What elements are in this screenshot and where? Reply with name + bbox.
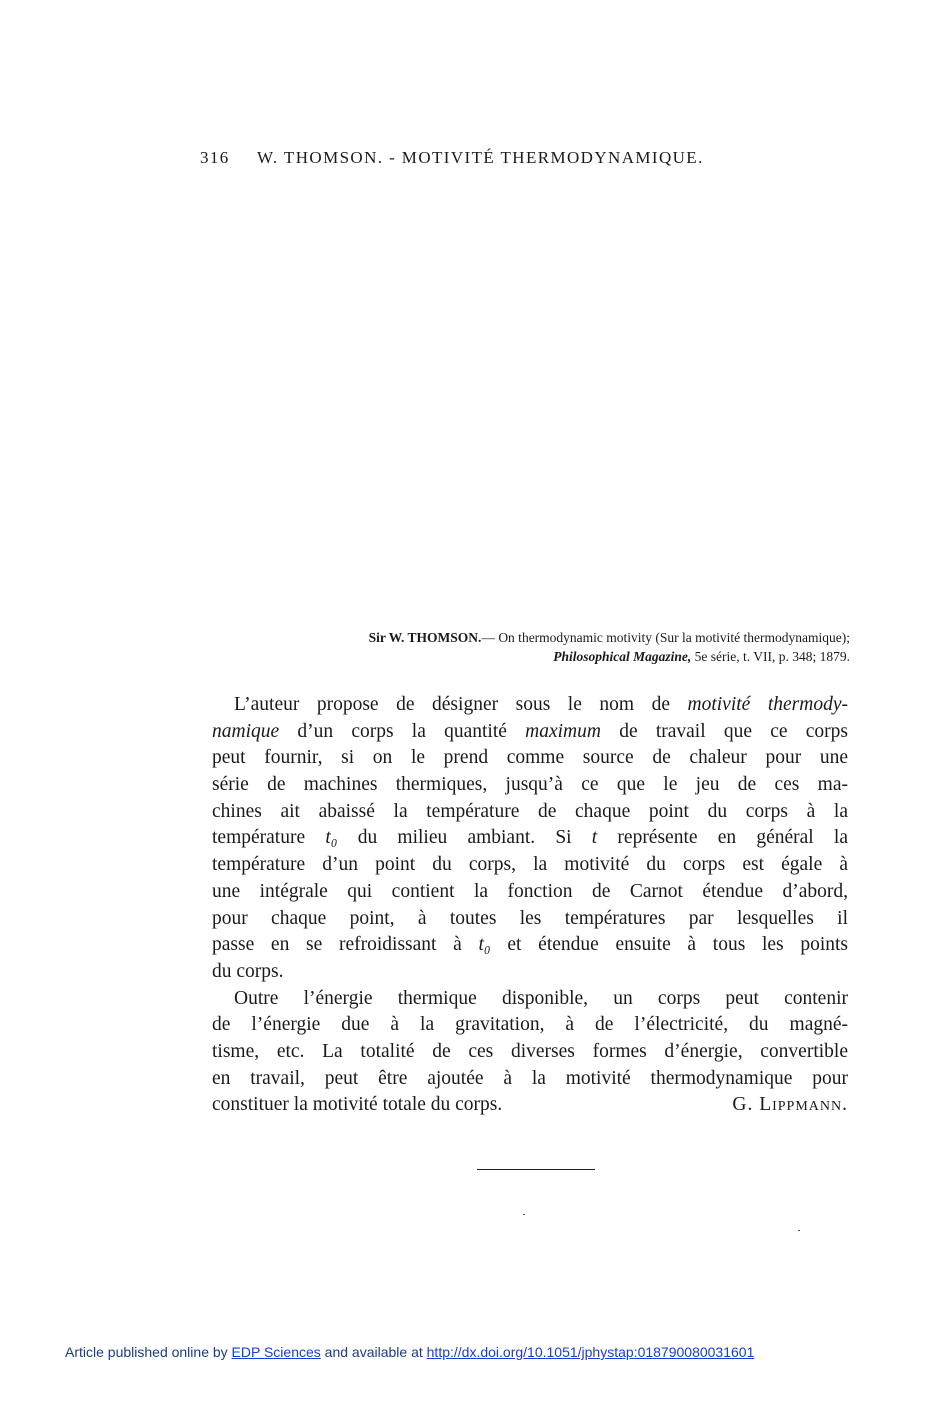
page-number: 316 — [200, 148, 230, 167]
abstract-line: une intégrale qui contient la fonction de Carnot étendue d’abord, — [212, 880, 848, 902]
running-title: W. THOMSON. - MOTIVITÉ THERMODYNAMIQUE. — [257, 148, 704, 167]
text-run: passe en se refroidissant à — [212, 934, 479, 956]
math-variable: t₀ — [478, 934, 491, 956]
emphasis: motivité thermody- — [687, 694, 848, 715]
citation-text: — On thermodynamic motivity (Sur la motivité thermodynamique); — [481, 630, 850, 645]
publisher-link[interactable]: EDP Sciences — [231, 1344, 321, 1360]
citation-journal: Philosophical Magazine, — [553, 649, 692, 664]
abstract-line: du corps. — [212, 960, 284, 982]
print-speck — [798, 1230, 800, 1231]
abstract-line: tisme, etc. La totalité de ces diverses formes d’énergie, convertible — [212, 1040, 848, 1062]
abstract-line: pour chaque point, à toutes les températures par lesquelles il — [212, 907, 848, 929]
abstract-line: Outre l’énergie thermique disponible, un corps peut contenir — [234, 987, 848, 1009]
citation-details: 5e série, t. VII, p. 348; 1879. — [694, 649, 850, 664]
emphasis: maximum — [525, 720, 601, 742]
citation-line-2 — [200, 647, 850, 666]
text-run: représente en général la — [597, 827, 848, 849]
text-run: et étendue ensuite à tous les points — [490, 934, 849, 956]
abstract-line: de l’énergie due à la gravitation, à de l’électricité, du magné- — [212, 1014, 848, 1036]
abstract-body — [212, 692, 848, 1119]
text-run: température — [212, 827, 326, 849]
text-run: de travail que ce corps — [600, 720, 848, 742]
abstract-line: série de machines thermiques, jusqu’à ce que le jeu de ces ma- — [212, 774, 848, 796]
abstract-line: chines ait abaissé la température de chaque point du corps à la — [212, 800, 848, 822]
math-variable: t₀ — [325, 827, 338, 849]
print-speck — [523, 1214, 525, 1215]
abstract-line: température d’un point du corps, la motivité du corps est égale à — [212, 854, 848, 876]
bibliographic-citation — [200, 628, 850, 666]
text-run: L’auteur propose de désigner sous le nom de — [234, 694, 688, 715]
abstract-line: en travail, peut être ajoutée à la motivité thermodynamique pour — [212, 1067, 848, 1089]
emphasis: namique — [212, 720, 280, 742]
text-run: du milieu ambiant. Si — [337, 827, 592, 849]
abstract-line — [212, 825, 848, 852]
citation-author: Sir W. THOMSON. — [368, 630, 482, 645]
text-run: d’un corps la quantité — [279, 720, 526, 742]
separator-rule — [477, 1169, 595, 1170]
abstract-line — [212, 692, 848, 719]
citation-line-1 — [200, 628, 850, 647]
math-variable: t — [591, 827, 598, 849]
abstract-line — [212, 719, 848, 746]
doi-link[interactable]: http://dx.doi.org/10.1051/jphystap:018790080031601 — [426, 1344, 755, 1360]
text-run: constituer la motivité totale du corps. — [212, 1094, 503, 1116]
running-head — [200, 148, 800, 168]
footer-text: and available at — [320, 1344, 427, 1360]
footer-text: Article published online by — [65, 1344, 232, 1360]
signature: G. Lippmann. — [732, 1094, 848, 1116]
abstract-line: peut fournir, si on le prend comme source de chaleur pour une — [212, 747, 848, 769]
abstract-line — [212, 1092, 848, 1119]
publication-footer — [65, 1344, 754, 1360]
abstract-line — [212, 932, 848, 959]
